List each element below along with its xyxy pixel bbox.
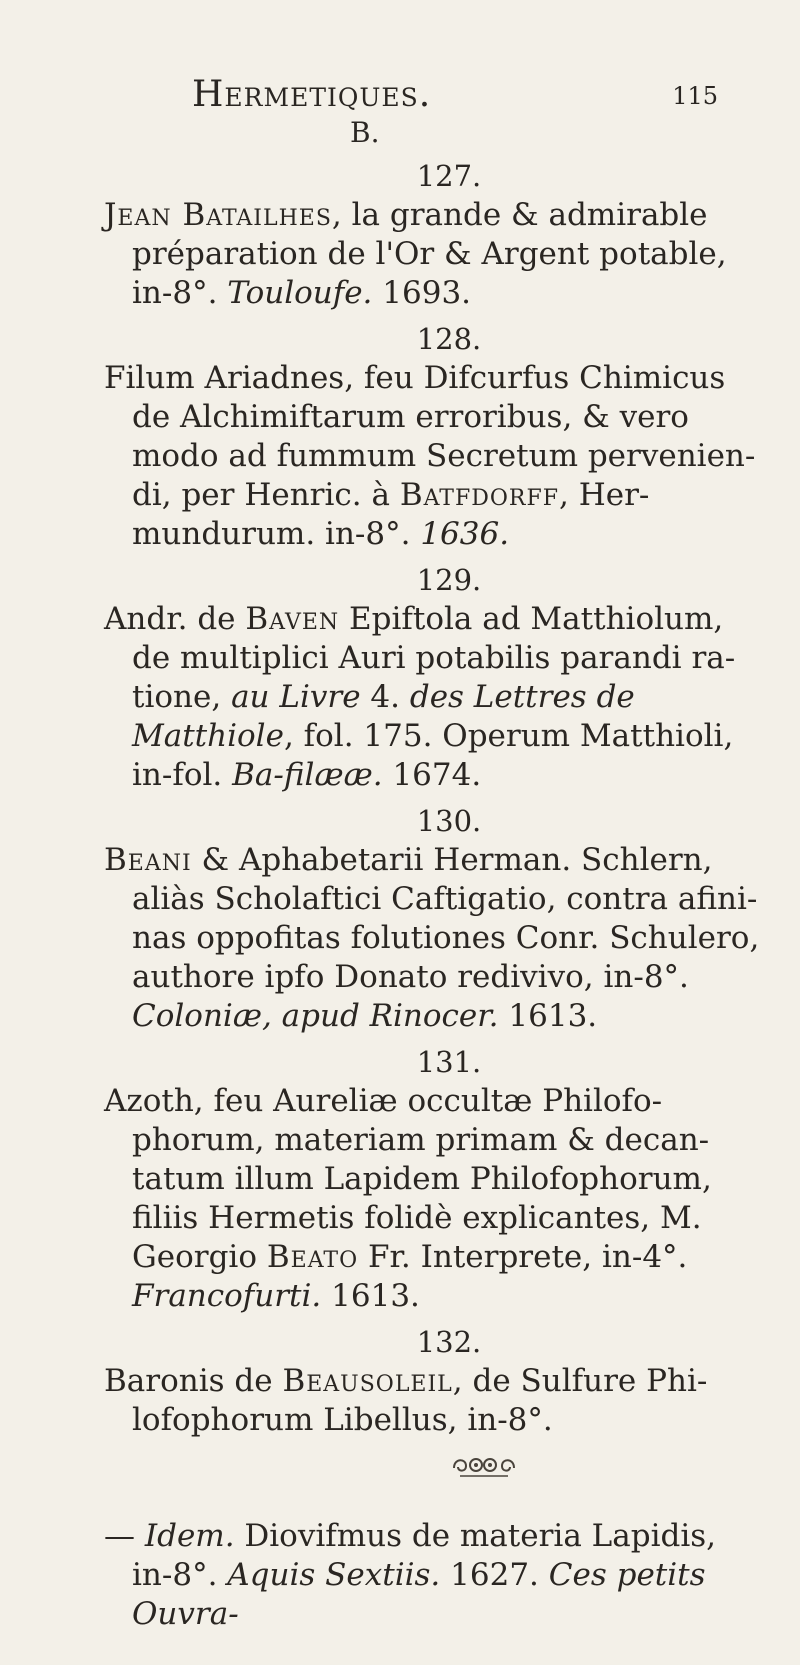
bibliography-entry — [104, 1362, 764, 1440]
entry-number: 131. — [416, 1045, 482, 1079]
author-name: Batfdorff — [399, 477, 560, 513]
entry-text: Baronis de — [104, 1363, 283, 1399]
entry-text: , fol. 175. Operum Matthioli, in-fol. — [132, 718, 734, 793]
imprint-place: Francofurti. — [132, 1278, 322, 1314]
bibliography-entry — [104, 600, 764, 795]
signature-mark: B. — [350, 116, 380, 149]
idem-label: Idem. — [144, 1518, 235, 1554]
bibliography-entry — [104, 841, 764, 1036]
entry-text: Diovifmus de materia Lapidis, in-8°. — [132, 1518, 717, 1593]
catchword: Ces petits Ouvra- — [132, 1557, 706, 1632]
author-name: Beani — [104, 842, 192, 878]
entry-text: Filum Ariadnes, feu Difcurfus Chimicus de Alchimiftarum erroribus, & vero modo ad fummum Secretum pervenien-di, per Henric. à — [104, 360, 756, 513]
imprint-year: 1613. — [321, 1278, 420, 1314]
imprint-year: 1674. — [382, 757, 482, 793]
imprint-place: au Livre — [231, 679, 361, 715]
imprint-place: Aquis Sextiis. — [227, 1557, 441, 1593]
imprint-place: Ba-filææ. — [232, 757, 383, 793]
entry-number: 128. — [416, 322, 482, 356]
imprint-year: 1627. — [440, 1557, 549, 1593]
entry-text: Fr. Interprete, in-4°. — [358, 1239, 688, 1275]
imprint-year: 1636. — [420, 516, 510, 552]
fleuron-ornament-icon — [104, 1446, 764, 1486]
entry-number: 132. — [416, 1325, 482, 1359]
imprint-place: Touloufe. — [227, 275, 373, 311]
author-name: Baven — [245, 601, 340, 637]
author-name: Beausoleil — [282, 1363, 453, 1399]
bibliography-entry — [104, 196, 764, 313]
author-name: Beato — [266, 1239, 359, 1275]
entry-text: , la grande & admirable préparation de l'Or & Argent potable, in-8°. — [132, 197, 727, 311]
running-title: Hermetiques. — [192, 74, 432, 115]
imprint-year: 1693. — [372, 275, 472, 311]
entry-text: 4. — [360, 679, 410, 715]
entry-text: & Aphabetarii Herman. Schlern, aliàs Scholaftici Caftigatio, contra afini-nas oppofitas folutiones Conr. Schulero, authore ipfo Donato redivivo, in-8°. — [132, 842, 760, 995]
entry-text: Epiftola ad Matthiolum, de multiplici Auri potabilis parandi ra-tione, — [132, 601, 736, 715]
page-body — [104, 156, 764, 1665]
imprint-year: 1613. — [498, 998, 598, 1034]
page-number: 115 — [672, 82, 718, 110]
entry-number: 127. — [416, 159, 482, 193]
idem-dash: — — [104, 1518, 135, 1554]
entry-text: , Her-mundurum. in-8°. — [132, 477, 650, 552]
bibliography-entry — [104, 359, 764, 554]
entry-text: Andr. de — [104, 601, 246, 637]
entry-number: 129. — [416, 563, 482, 597]
imprint-place: Coloniæ, apud Rinocer. — [132, 998, 499, 1034]
continuation-entry — [104, 1517, 764, 1634]
running-head — [0, 74, 800, 149]
entry-number: 130. — [416, 804, 482, 838]
entry-text: Azoth, feu Aureliæ occultæ Philofo-phorum, materiam primam & decan-tatum illum Lapidem Philofophorum, filiis Hermetis folidè explicantes, M. Georgio — [104, 1083, 712, 1275]
author-name: Jean Batailhes — [104, 197, 332, 233]
entry-text: , de Sulfure Phi-lofophorum Libellus, in-8°. — [132, 1363, 708, 1438]
imprint-place: des Lettres de Matthiole — [132, 679, 635, 754]
bibliography-entry — [104, 1082, 764, 1316]
